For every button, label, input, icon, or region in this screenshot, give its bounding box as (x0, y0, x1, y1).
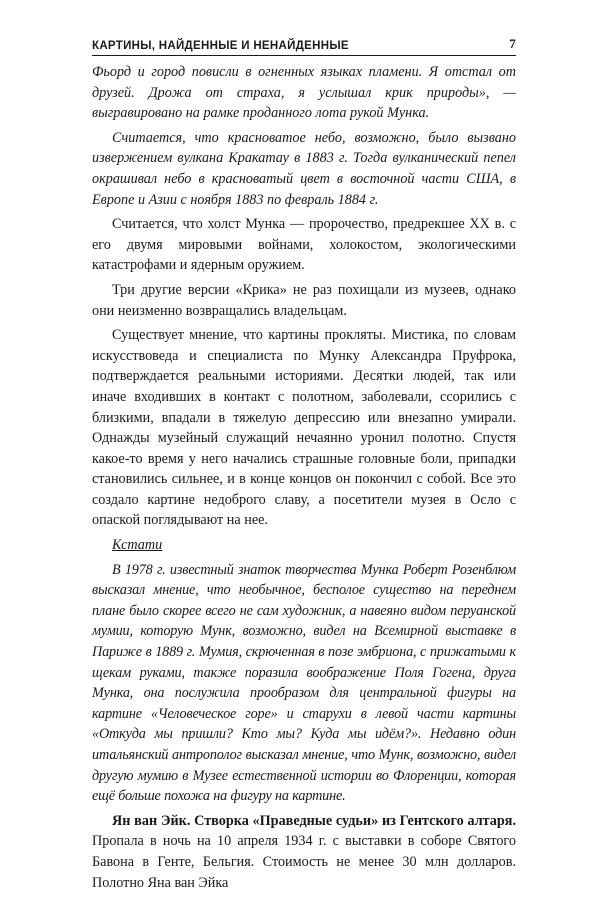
quote-paragraph: Фьорд и город повисли в огненных языках пламени. Я отстал от друзей. Дрожа от страха, я услышал крик природы», — выгравировано на рамке проданного лота рукой Мунка. (92, 64, 516, 122)
curse-paragraph: Существует мнение, что картины прокляты. Мистика, по словам искусствоведа и специалиста по Мунку Александра Пруфрока, подтверждается реальными историями. Десятки людей, так или иначе входивших в контакт с полотном, заболевали, ссорились с близкими, впадали в тяжелую депрессию или внезапно умирали. Однажды музейный служащий нечаянно уронил полотно. Спустя какое-то время у него начались страшные головные боли, припадки становились сильнее, и в конце концов он покончил с собой. Все это создало картине недоброго славу, а посетители музея в Осло с опаской поглядывают на нее. (92, 327, 516, 529)
page-body (92, 62, 516, 893)
van-eyck-text: Пропала в ночь на 10 апреля 1934 г. с выставки в соборе Святого Бавона в Генте, Бельгия. Стоимость не менее 30 млн долларов. Полотно Яна ван Эйка (92, 833, 516, 891)
van-eyck-heading: Ян ван Эйк. Створка «Праведные судьи» из Гентского алтаря. (112, 812, 516, 829)
mummy-paragraph: В 1978 г. известный знаток творчества Мунка Роберт Розенблюм высказал мнение, что необычное, бесполое существо на переднем плане было скорее всего не сам художник, а навеяно видом перуанской мумии, которую Мунк, возможно, видел на Всемирной выставке в Париже в 1889 г. Мумия, скрюченная в позе эмбриона, с прижатыми к щекам руками, также поразила воображение Поля Гогена, друга Мунка, она послужила прообразом для центральной фигуры на картине «Человеческое горе» и старухи в левой части картины «Откуда мы пришли? Кто мы? Куда мы идём?». Недавно один итальянский антрополог высказал мнение, что Мунк, возможно, видел другую мумию в Музее естественной истории во Флоренции, которая ещё больше похожа на фигуру на картине. (92, 561, 516, 805)
versions-paragraph: Три другие версии «Крика» не раз похищали из музеев, однако они неизменно возвращались владельцам. (92, 281, 516, 319)
running-header (92, 36, 516, 56)
prophecy-paragraph: Считается, что холст Мунка — пророчество, предрекшее XX в. с его двумя мировыми войнами, холокостом, экологическими катастрофами и ядерным оружием. (92, 216, 516, 274)
kstati-heading: Кстати (112, 537, 163, 554)
van-eyck-paragraph (92, 811, 516, 893)
krakatoa-paragraph: Считается, что красноватое небо, возможно, было вызвано извержением вулкана Кракатау в 1883 г. Тогда вулканический пепел окрашивал небо в красноватый цвет в восточной части США, в Европе и Азии с ноября 1883 по февраль 1884 г. (92, 129, 516, 208)
book-page (92, 36, 516, 897)
page-number: 7 (509, 36, 516, 51)
chapter-title: КАРТИНЫ, НАЙДЕННЫЕ И НЕНАЙДЕННЫЕ (92, 40, 349, 52)
